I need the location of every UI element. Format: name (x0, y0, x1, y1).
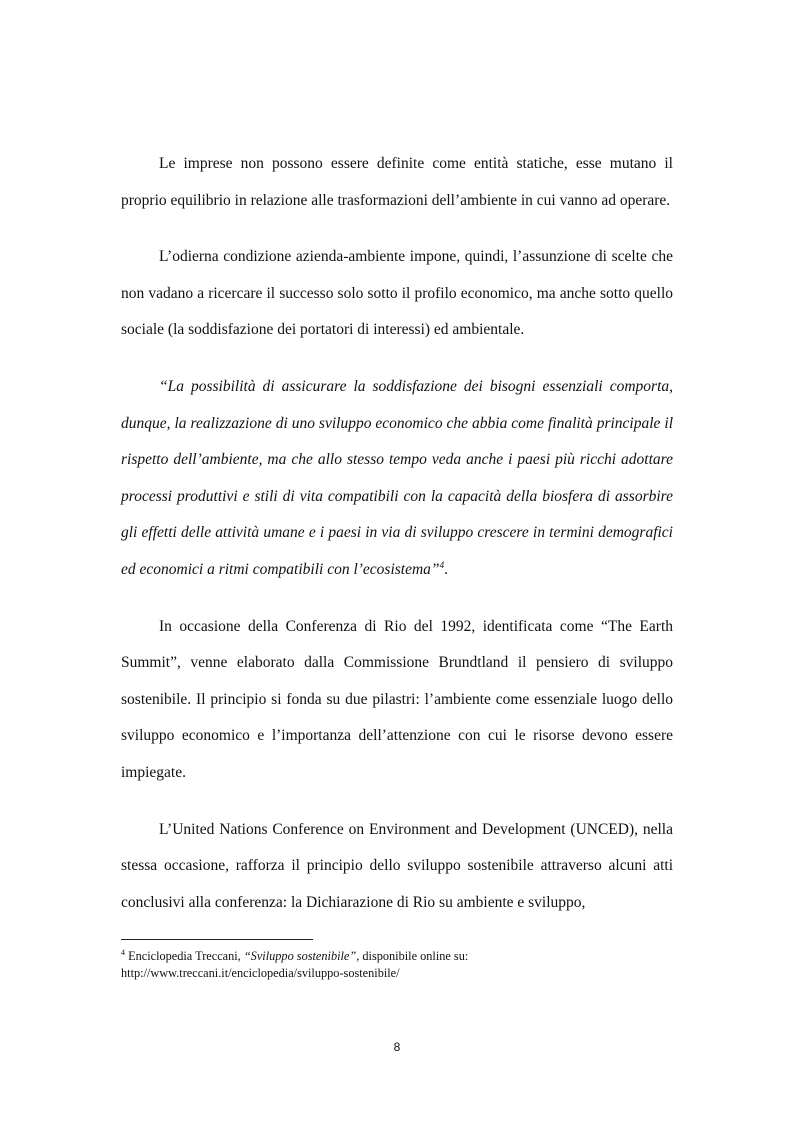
quote-text: “La possibilità di assicurare la soddisfazione dei bisogni essenziali comporta, dunque, la realizzazione di uno sviluppo economico che abbia come finalità principale il rispetto dell’ambiente, ma che allo stesso tempo veda anche i paesi più ricchi adottare processi produttivi e stili di vita compatibili con la capacità della biosfera di assorbire gli effetti delle attività umane e i paesi in via di sviluppo crescere in termini demografici ed economici a ritmi compatibili con l’ecosistema” (121, 377, 673, 578)
footnote (121, 948, 673, 982)
page-number: 8 (393, 1040, 401, 1054)
quote-paragraph (121, 369, 673, 589)
paragraph-condizione-azienda-ambiente: L’odierna condizione azienda-ambiente impone, quindi, l’assunzione di scelte che non vadano a ricercare il successo solo sotto il profilo economico, ma anche sotto quello sociale (la soddisfazione dei portatori di interessi) ed ambientale. (121, 248, 673, 339)
body-text (121, 146, 673, 941)
footnote-separator (121, 939, 313, 940)
quote-trailing-punctuation: . (444, 560, 448, 578)
footnote-number: 4 (121, 947, 125, 957)
footnote-reference[interactable]: 4 (439, 559, 445, 570)
paragraph-imprese: Le imprese non possono essere definite come entità statiche, esse mutano il proprio equilibrio in relazione alle trasformazioni dell’ambiente in cui vanno ad operare. (121, 155, 673, 209)
footnote-suffix: disponibile online su: (359, 949, 469, 963)
footnote-title: “Sviluppo sostenibile”, (243, 949, 360, 963)
paragraph-conferenza-rio: In occasione della Conferenza di Rio del 1992, identificata come “The Earth Summit”, venne elaborato dalla Commissione Brundtland il pensiero di sviluppo sostenibile. Il principio si fonda su due pilastri: l’ambiente come essenziale luogo dello sviluppo economico e l’importanza dell’attenzione con cui le risorse devono essere impiegate. (121, 617, 673, 781)
paragraph-unced: L’United Nations Conference on Environment and Development (UNCED), nella stessa occasione, rafforza il principio dello sviluppo sostenibile attraverso alcuni atti conclusivi alla conferenza: la Dichiarazione di Rio su ambiente e sviluppo, (121, 820, 673, 911)
footnote-prefix: Enciclopedia Treccani, (128, 949, 244, 963)
footnote-url-link[interactable]: http://www.treccani.it/enciclopedia/sviluppo-sostenibile/ (121, 966, 400, 980)
